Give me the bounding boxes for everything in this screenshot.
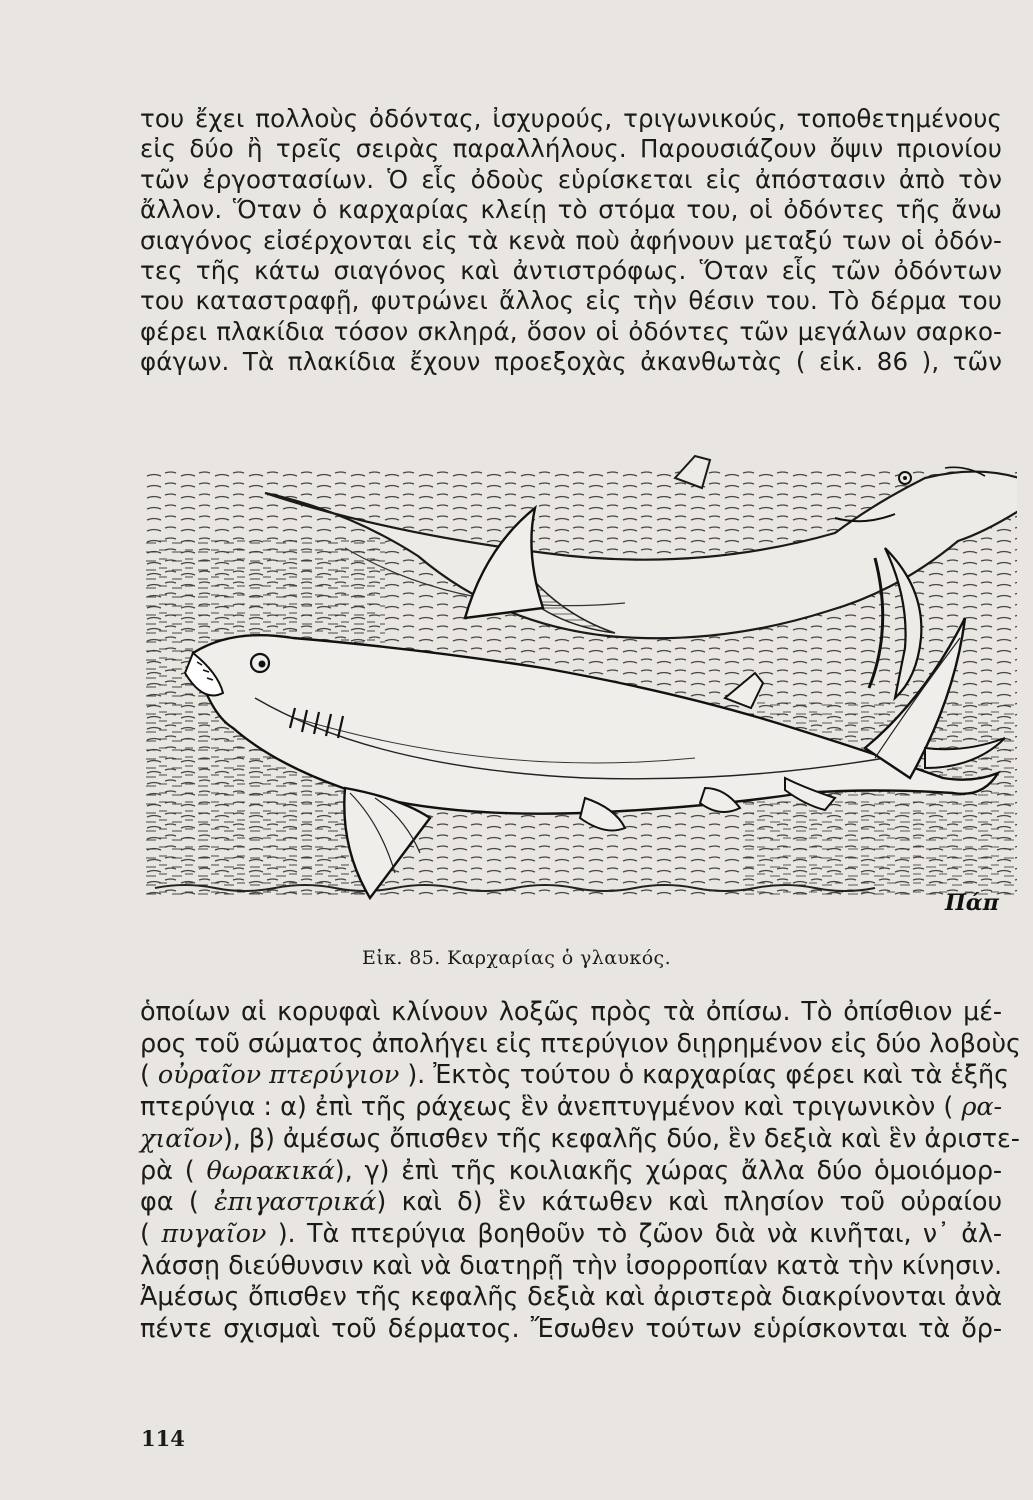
shark-drawing [145,448,1017,926]
text-line: ἄλλον. Ὅταν ὁ καρχαρίας κλείῃ τὸ στόμα του, οἱ ὀδόντες τῆς ἄνω [140,195,1002,225]
text-line [140,1219,1002,1251]
text-fragment: ( [140,1218,162,1249]
term-dorsal-fin-part1: ρα- [961,1092,1002,1123]
top-paragraph [140,104,1002,378]
text-line [140,1092,1002,1124]
text-line [140,1060,1009,1092]
term-pectoral-fins: θωρακικά [206,1155,335,1186]
text-line: φέρει πλακίδια τόσον σκληρά, ὅσον οἱ ὀδόντες τῶν μεγάλων σαρκο- [140,316,1002,346]
text-line: τῶν ἐργοστασίων. Ὁ εἷς ὀδοὺς εὑρίσκεται εἰς ἀπόστασιν ἀπὸ τὸν [140,164,1002,194]
text-fragment: ), β) ἀμέσως ὄπισθεν τῆς κεφαλῆς δύο, ἓν δεξιὰ καὶ ἓν ἀριστε- [222,1123,1020,1154]
text-line: του ἔχει πολλοὺς ὀδόντας, ἰσχυρούς, τριγωνικούς, τοποθετημένους [140,104,1002,133]
text-line: λάσσῃ διεύθυνσιν καὶ νὰ διατηρῇ τὴν ἰσορροπίαν κατὰ τὴν κίνησιν. [140,1250,1002,1281]
text-line: πέντε σχισμαὶ τοῦ δέρματος. Ἔσωθεν τούτων εὑρίσκονται τὰ ὄρ- [140,1314,1002,1345]
figure-caption: Εἰκ. 85. Καρχαρίας ὁ γλαυκός. [361,947,672,969]
text-line: Ἀμέσως ὄπισθεν τῆς κεφαλῆς δεξιὰ καὶ ἀριστερὰ διακρίνονται ἀνὰ [140,1282,1002,1313]
text-fragment: ), γ) ἐπὶ τῆς κοιλιακῆς χώρας ἄλλα δύο ὁμοιόμορ- [334,1155,1003,1186]
text-fragment: φα ( [140,1187,215,1218]
text-fragment: πτερύγια : α) ἐπὶ τῆς ράχεως ἓν ἀνεπτυγμένον καὶ τριγωνικὸν ( [140,1092,962,1123]
term-anal-fin: πυγαῖον [161,1218,267,1249]
text-line [140,1156,1002,1188]
illustrator-signature: Πάπ [945,890,999,916]
text-line: σιαγόνος εἰσέρχονται εἰς τὰ κενὰ ποὺ ἀφήνουν μεταξύ των οἱ ὀδόν- [140,225,1002,255]
text-line: ὁποίων αἱ κορυφαὶ κλίνουν λοξῶς πρὸς τὰ ὀπίσω. Τὸ ὀπίσθιον μέ- [140,997,1002,1027]
text-line [140,1123,1020,1156]
text-fragment: ( [140,1060,158,1091]
text-line: του καταστραφῇ, φυτρώνει ἄλλος εἰς τὴν θέσιν του. Τὸ δέρμα του [140,286,1002,316]
bottom-paragraph [140,997,1021,1346]
term-caudal-fin: οὐραῖον πτερύγιον [157,1060,400,1091]
page-number: 114 [141,1426,185,1451]
text-line: ρος τοῦ σώματος ἀπολήγει εἰς πτερύγιον διῃρημένον εἰς δύο λοβοὺς [140,1028,1021,1059]
text-fragment: ρὰ ( [140,1155,207,1186]
text-line [140,1187,1002,1219]
term-pelvic-fins: ἐπιγαστρικά [214,1187,377,1218]
shark-illustration [145,448,1017,926]
text-fragment: ) καὶ δ) ἓν κάτωθεν καὶ πλησίον τοῦ οὐραίου [376,1187,1002,1218]
text-fragment: ). Ἐκτὸς τούτου ὁ καρχαρίας φέρει καὶ τὰ ἑξῆς [399,1060,1009,1091]
text-line: φάγων. Τὰ πλακίδια ἔχουν προεξοχὰς ἀκανθωτὰς ( εἰκ. 86 ), τῶν [140,347,1002,377]
text-line: εἰς δύο ἢ τρεῖς σειρὰς παραλλήλους. Παρουσιάζουν ὄψιν πριονίου [140,134,1002,164]
text-line: τες τῆς κάτω σιαγόνος καὶ ἀντιστρόφως. Ὅταν εἷς τῶν ὀδόντων [140,256,1002,286]
text-fragment: ). Τὰ πτερύγια βοηθοῦν τὸ ζῶον διὰ νὰ κινῆται, ν᾽ ἀλ- [266,1218,1003,1249]
term-dorsal-fin-part2: χιαῖον [140,1123,223,1154]
